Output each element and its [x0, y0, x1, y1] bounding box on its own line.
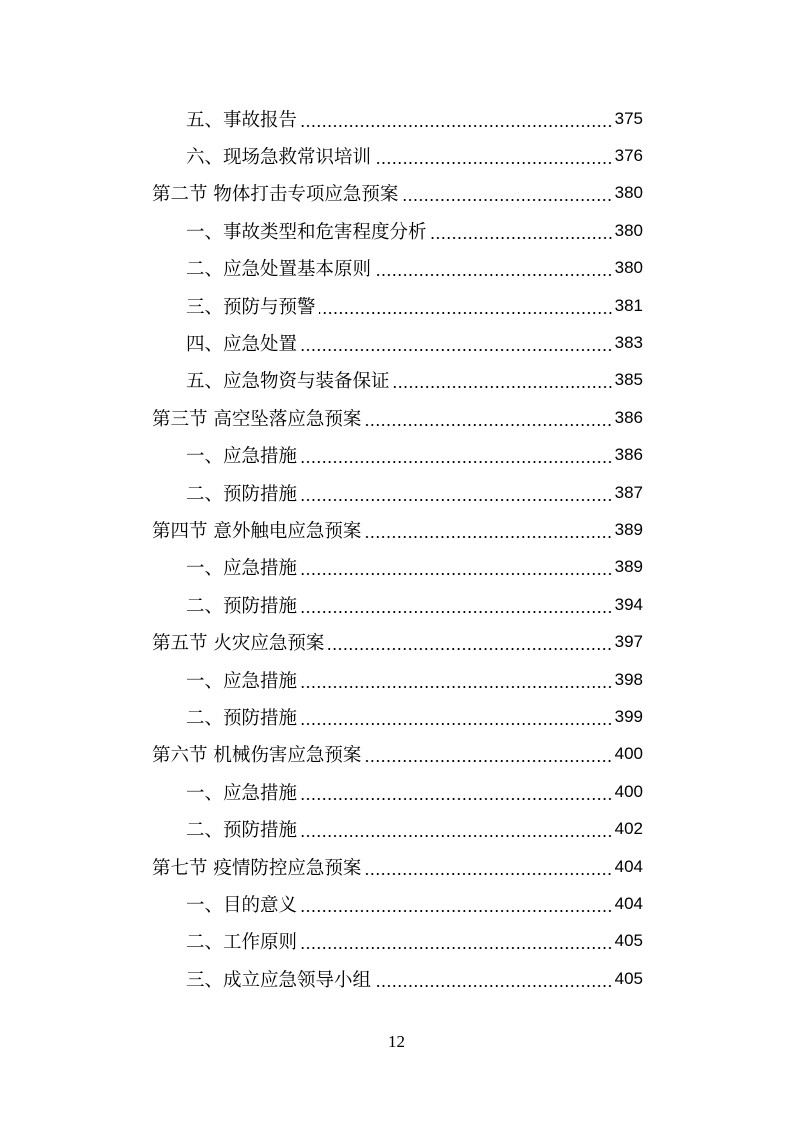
- toc-entry[interactable]: [0, 324, 793, 361]
- toc-entry-page: 399: [614, 706, 643, 726]
- dot-leader: [374, 162, 613, 164]
- toc-entry-title: 二、预防措施: [186, 595, 298, 617]
- toc-entry-title: 二、预防措施: [186, 483, 298, 505]
- toc-entry-page: 375: [614, 108, 643, 128]
- dot-leader: [364, 873, 612, 875]
- toc-entry-title: 五、应急物资与装备保证: [186, 371, 390, 393]
- toc-entry-page: 380: [614, 220, 643, 240]
- toc-entry-title: 一、应急措施: [186, 558, 298, 580]
- toc-entry[interactable]: [0, 437, 793, 474]
- toc-entry[interactable]: [0, 137, 793, 174]
- toc-section-entry[interactable]: [0, 399, 793, 436]
- dot-leader: [300, 835, 613, 837]
- toc-entry-title: 二、应急处置基本原则: [186, 259, 372, 281]
- dot-leader: [364, 424, 612, 426]
- dot-leader: [300, 910, 613, 912]
- toc-entry[interactable]: [0, 923, 793, 960]
- toc-entry-title: 第三节 高空坠落应急预案: [152, 408, 362, 430]
- toc-section-entry[interactable]: [0, 511, 793, 548]
- dot-leader: [327, 648, 612, 650]
- dot-leader: [300, 723, 613, 725]
- dot-leader: [393, 386, 613, 388]
- toc-entry[interactable]: [0, 362, 793, 399]
- toc-entry-page: 405: [614, 931, 643, 951]
- toc-entry[interactable]: [0, 549, 793, 586]
- toc-entry[interactable]: [0, 885, 793, 922]
- toc-entry-title: 一、目的意义: [186, 894, 298, 916]
- toc-section-entry[interactable]: [0, 736, 793, 773]
- toc-entry-page: 389: [614, 519, 643, 539]
- toc-section-entry[interactable]: [0, 848, 793, 885]
- toc-entry-title: 一、事故类型和危害程度分析: [186, 221, 427, 243]
- dot-leader: [300, 611, 613, 613]
- toc-entry[interactable]: [0, 100, 793, 137]
- table-of-contents: [0, 100, 793, 997]
- toc-entry-title: 一、应急措施: [186, 670, 298, 692]
- dot-leader: [300, 947, 613, 949]
- dot-leader: [300, 686, 613, 688]
- toc-entry-title: 一、应急措施: [186, 782, 298, 804]
- toc-entry-page: 380: [614, 258, 643, 278]
- dot-leader: [319, 312, 613, 314]
- toc-entry-title: 六、现场急救常识培训: [186, 147, 372, 169]
- toc-entry-title: 三、预防与预警: [186, 296, 316, 318]
- toc-entry-page: 400: [614, 781, 643, 801]
- toc-entry-title: 第五节 火灾应急预案: [152, 633, 325, 655]
- toc-entry-page: 404: [614, 856, 643, 876]
- toc-entry-title: 三、成立应急领导小组: [186, 969, 372, 991]
- toc-entry-title: 第四节 意外触电应急预案: [152, 520, 362, 542]
- toc-entry[interactable]: [0, 960, 793, 997]
- toc-entry-page: 385: [614, 370, 643, 390]
- toc-entry[interactable]: [0, 698, 793, 735]
- toc-entry-page: 386: [614, 445, 643, 465]
- toc-entry[interactable]: [0, 287, 793, 324]
- toc-section-entry[interactable]: [0, 175, 793, 212]
- toc-entry-title: 第七节 疫情防控应急预案: [152, 857, 362, 879]
- toc-entry-title: 五、事故报告: [186, 109, 298, 131]
- dot-leader: [364, 760, 612, 762]
- toc-section-entry[interactable]: [0, 623, 793, 660]
- toc-entry[interactable]: [0, 810, 793, 847]
- dot-leader: [300, 349, 613, 351]
- dot-leader: [300, 125, 613, 127]
- toc-entry-page: 402: [614, 819, 643, 839]
- toc-entry-title: 一、应急措施: [186, 446, 298, 468]
- dot-leader: [300, 499, 613, 501]
- toc-entry-title: 二、预防措施: [186, 707, 298, 729]
- toc-entry-page: 404: [614, 893, 643, 913]
- toc-entry[interactable]: [0, 250, 793, 287]
- toc-entry[interactable]: [0, 773, 793, 810]
- dot-leader: [374, 274, 613, 276]
- dot-leader: [300, 573, 613, 575]
- toc-entry-page: 398: [614, 669, 643, 689]
- dot-leader: [300, 461, 613, 463]
- toc-entry-page: 387: [614, 482, 643, 502]
- dot-leader: [401, 199, 612, 201]
- toc-entry-title: 二、预防措施: [186, 820, 298, 842]
- dot-leader: [364, 536, 612, 538]
- toc-entry-page: 397: [614, 632, 643, 652]
- toc-entry-page: 394: [614, 594, 643, 614]
- toc-entry-title: 四、应急处置: [186, 334, 298, 356]
- toc-entry-page: 386: [614, 407, 643, 427]
- toc-entry[interactable]: [0, 661, 793, 698]
- toc-entry-page: 376: [614, 146, 643, 166]
- toc-entry-page: 383: [614, 333, 643, 353]
- toc-entry-page: 405: [614, 968, 643, 988]
- toc-entry-page: 380: [614, 183, 643, 203]
- toc-entry-title: 第六节 机械伤害应急预案: [152, 745, 362, 767]
- toc-entry-title: 第二节 物体打击专项应急预案: [152, 184, 399, 206]
- toc-entry-page: 400: [614, 744, 643, 764]
- dot-leader: [430, 237, 613, 239]
- toc-entry-page: 389: [614, 557, 643, 577]
- page-number: 12: [388, 1032, 405, 1051]
- toc-entry[interactable]: [0, 474, 793, 511]
- toc-entry-page: 381: [614, 295, 643, 315]
- toc-entry[interactable]: [0, 212, 793, 249]
- toc-entry-title: 二、工作原则: [186, 932, 298, 954]
- dot-leader: [300, 798, 613, 800]
- dot-leader: [374, 985, 613, 987]
- toc-entry[interactable]: [0, 586, 793, 623]
